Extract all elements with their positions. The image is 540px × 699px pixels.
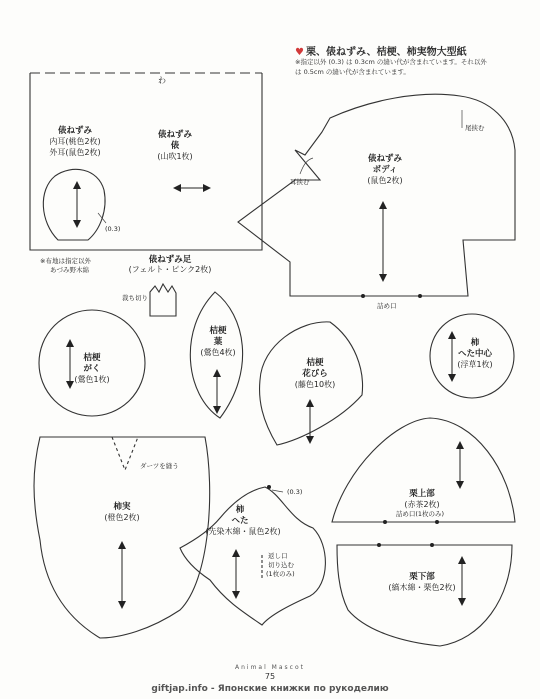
petal-count: (藤色10枚) [294,380,336,389]
bale-sub: 俵 [170,141,180,151]
ear-title: 俵ねずみ [57,126,92,136]
bale-title: 俵ねずみ [157,130,192,140]
calyx-title: 桔梗 [83,353,101,363]
ear-outer: 外耳(鼠色2枚) [49,148,101,157]
kaki-center-count: (浮草1枚) [457,360,493,369]
petal-title: 桔梗 [306,358,324,368]
watermark: giftjap.info - Японские книжки по рукоделию [151,684,389,694]
heart-icon: ♥ [295,47,304,58]
calyx-circle [39,310,145,416]
chestnut-bottom-count: (縞木綿・栗色2枚) [388,583,456,592]
chestnut-opening: 詰め口(1枚のみ) [395,510,445,518]
heta-return-3: (1枚のみ) [266,570,295,578]
chestnut-bottom [337,545,512,646]
page-title [295,43,467,58]
bale-count: (山吹1枚) [157,152,193,161]
heta-return-1: 返し口 [268,552,288,560]
body-count: (鼠色2枚) [367,176,403,185]
tail-mark: 尾挟む [465,124,485,132]
heta-title: 柿 [235,505,245,515]
leaf-count: (鶯色4枚) [200,348,236,357]
leaf-title: 桔梗 [209,326,227,336]
heta-return-2: 切り込む [268,561,294,569]
petal-sub: 花びら [302,369,328,379]
leg-cut: 裁ち切り [122,294,148,302]
chestnut-bottom-title: 栗下部 [409,572,435,582]
kaki-fruit-count: (橙色2枚) [104,513,140,522]
kaki-fruit-title: 柿実 [113,502,131,512]
kaki-center-title: 柿 [470,338,480,348]
ear-inner: 内耳(桃色2枚) [49,137,101,146]
mouse-leg [150,284,176,316]
fabric-note-1: ※布地は指定以外 [40,257,91,265]
dart-line [112,437,138,470]
page-number: 75 [264,672,276,681]
heta-sub: へた [231,516,249,526]
heta-count: (先染木綿・鼠色2枚) [205,527,281,536]
body-title: 俵ねずみ [367,154,402,164]
allowance-note-2: は 0.5cm の縫い代が含まれています。 [295,68,410,76]
ear-allowance: (0.3) [105,225,121,233]
calyx-sub: がく [83,364,101,374]
body-sub: ボディ [372,165,398,175]
chestnut-top-count: (赤茶2枚) [404,500,440,509]
fold-mark: わ [158,76,166,85]
leg-title: 俵ねずみ足 [148,255,192,265]
heta-allowance: (0.3) [287,488,303,496]
kaki-fruit [34,437,210,638]
calyx-count: (鶯色1枚) [74,375,110,384]
chestnut-top-title: 栗上部 [409,489,435,499]
allowance-note-1: ※指定以外 (0.3) は 0.3cm の縫い代が含まれています。それ以外 [295,58,487,66]
footer-brand: Animal Mascot [235,664,305,671]
leg-count: (フェルト・ピンク2枚) [128,265,212,274]
dart-note: ダーツを縫う [140,462,179,470]
leaf-sub: 葉 [213,337,223,347]
ear-mark: 耳挟む [290,178,310,186]
fabric-note-2: あづみ野木綿 [50,266,89,274]
page-title-text: 栗、俵ねずみ、桔梗、柿実物大型紙 [305,47,467,58]
ear-shape [43,169,105,240]
kaki-center-sub: へた中心 [457,349,492,359]
body-opening: 詰め口 [377,302,397,310]
